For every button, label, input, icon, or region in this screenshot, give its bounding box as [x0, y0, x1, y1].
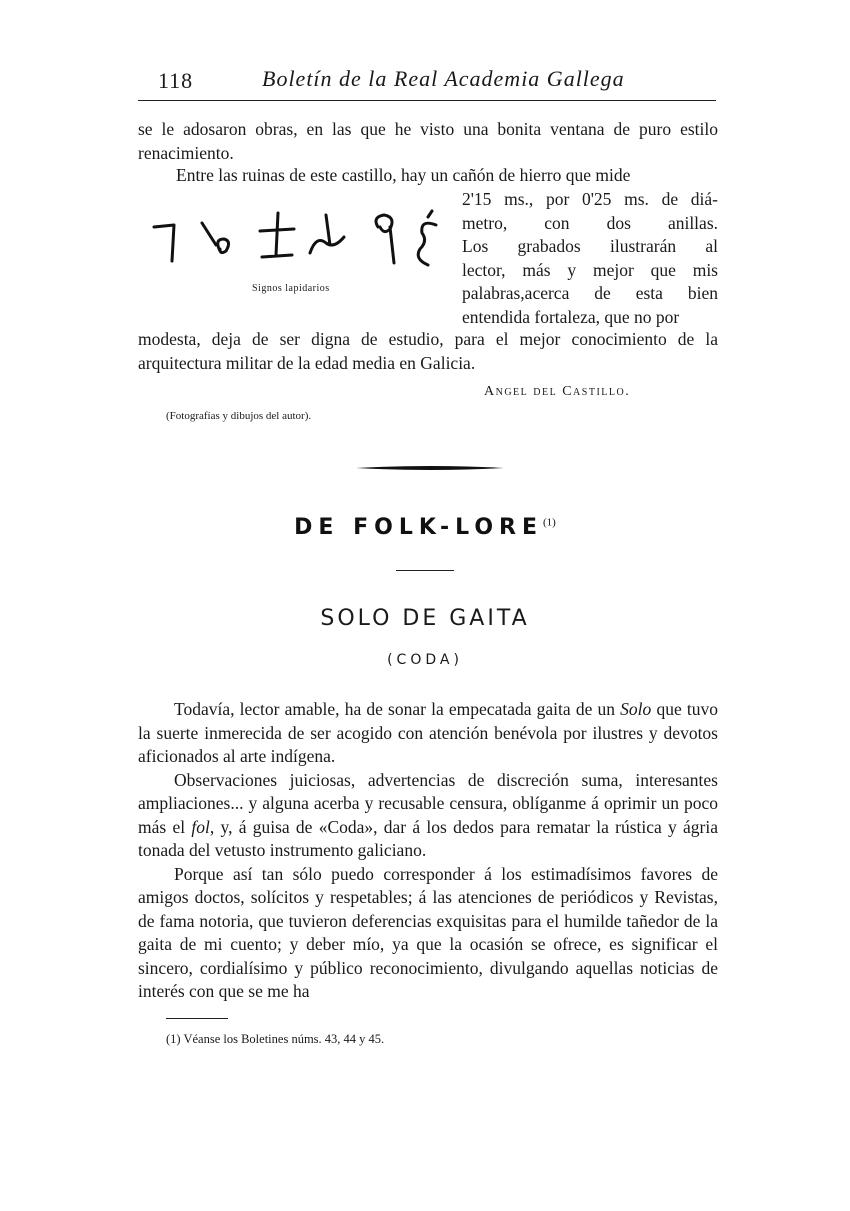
footnote: (1) Véanse los Boletines núms. 43, 44 y 45.: [166, 1032, 385, 1046]
section-title: [0, 515, 850, 540]
mason-mark-5-icon: [376, 215, 394, 263]
footnote-rule: [166, 1018, 228, 1019]
mason-marks-illustration: [150, 205, 450, 275]
mason-mark-1-icon: [154, 225, 174, 261]
body-paragraph-3: Porque así tan sólo puedo corresponder á los estimadísimos favores de amigos doctos, solícitos y respetables; á las atenciones de periódicos y Revistas, de fama notoria, que tuvieron deferencias exquisitas para el humilde tañedor de la gaita de mi cuento; y deber mío, ya que la ocasión se ofrece, es significar el sincero, cordialísimo y público reconocimiento, divulgando aquellas noticias de interés con que se me ha: [138, 863, 718, 1001]
page-number: 118: [158, 68, 194, 93]
footnote-marker[interactable]: (1): [543, 516, 556, 529]
wrapped-line-2: metro, con dos anillas.: [462, 212, 718, 233]
italic-fol: fol: [191, 816, 210, 837]
wrapped-line-3: Los grabados ilustrarán al: [462, 236, 718, 256]
wrapped-line-6: entendida fortaleza, que no por: [462, 306, 680, 327]
section-rule: [396, 570, 454, 571]
wrapped-line-1: 2'15 ms., por 0'25 ms. de diá-: [462, 189, 718, 209]
article-paragraph-2-wrapped: [462, 188, 718, 329]
ornamental-rule: [356, 463, 504, 473]
photo-credit: (Fotografías y dibujos del autor).: [166, 410, 312, 422]
mason-mark-6-icon: [418, 211, 436, 265]
running-title: Boletín de la Real Academia Gallega: [262, 66, 625, 91]
section-coda: (CODA): [387, 652, 463, 668]
section-title-text: DE FOLK-LORE: [294, 515, 544, 540]
article-paragraph-2-rest: modesta, deja de ser digna de estudio, para el mejor conocimiento de la arquitectura militar de la edad media en Galicia.: [138, 329, 718, 373]
body-paragraph-1: Todavía, lector amable, ha de sonar la empecatada gaita de un Solo que tuvo la suerte inmerecida de ser acogido con atención benévola por ilustres y devotos aficionados al arte indígena.: [138, 699, 718, 766]
header-rule: [138, 100, 716, 101]
body-paragraph-2: Observaciones juiciosas, advertencias de discreción suma, interesantes ampliaciones... y alguna acerba y recusable censura, oblíganme á oprimir un poco más el fol, y, á guisa de «Coda», dar á los dedos para rematar la rústica y ágria tonada del vetusto instrumento galiciano.: [138, 769, 718, 860]
article-paragraph-2-first-line: Entre las ruinas de este castillo, hay un cañón de hierro que mide: [176, 165, 631, 185]
illustration-caption: Signos lapidarios: [252, 283, 330, 294]
article-paragraph-1: se le adosaron obras, en las que he visto una bonita ventana de puro estilo renacimiento.: [138, 119, 718, 163]
italic-solo: Solo: [620, 699, 652, 719]
author-signature: Angel del Castillo.: [484, 384, 631, 399]
mason-mark-4-icon: [310, 215, 344, 253]
mason-mark-3-icon: [260, 213, 294, 257]
wrapped-line-5: palabras,acerca de esta bien: [462, 283, 718, 303]
wrapped-line-4: lector, más y mejor que mis: [462, 259, 718, 280]
mason-mark-2-icon: [202, 223, 229, 253]
body-text: [138, 698, 718, 1004]
section-subtitle: SOLO DE GAITA: [320, 606, 530, 631]
